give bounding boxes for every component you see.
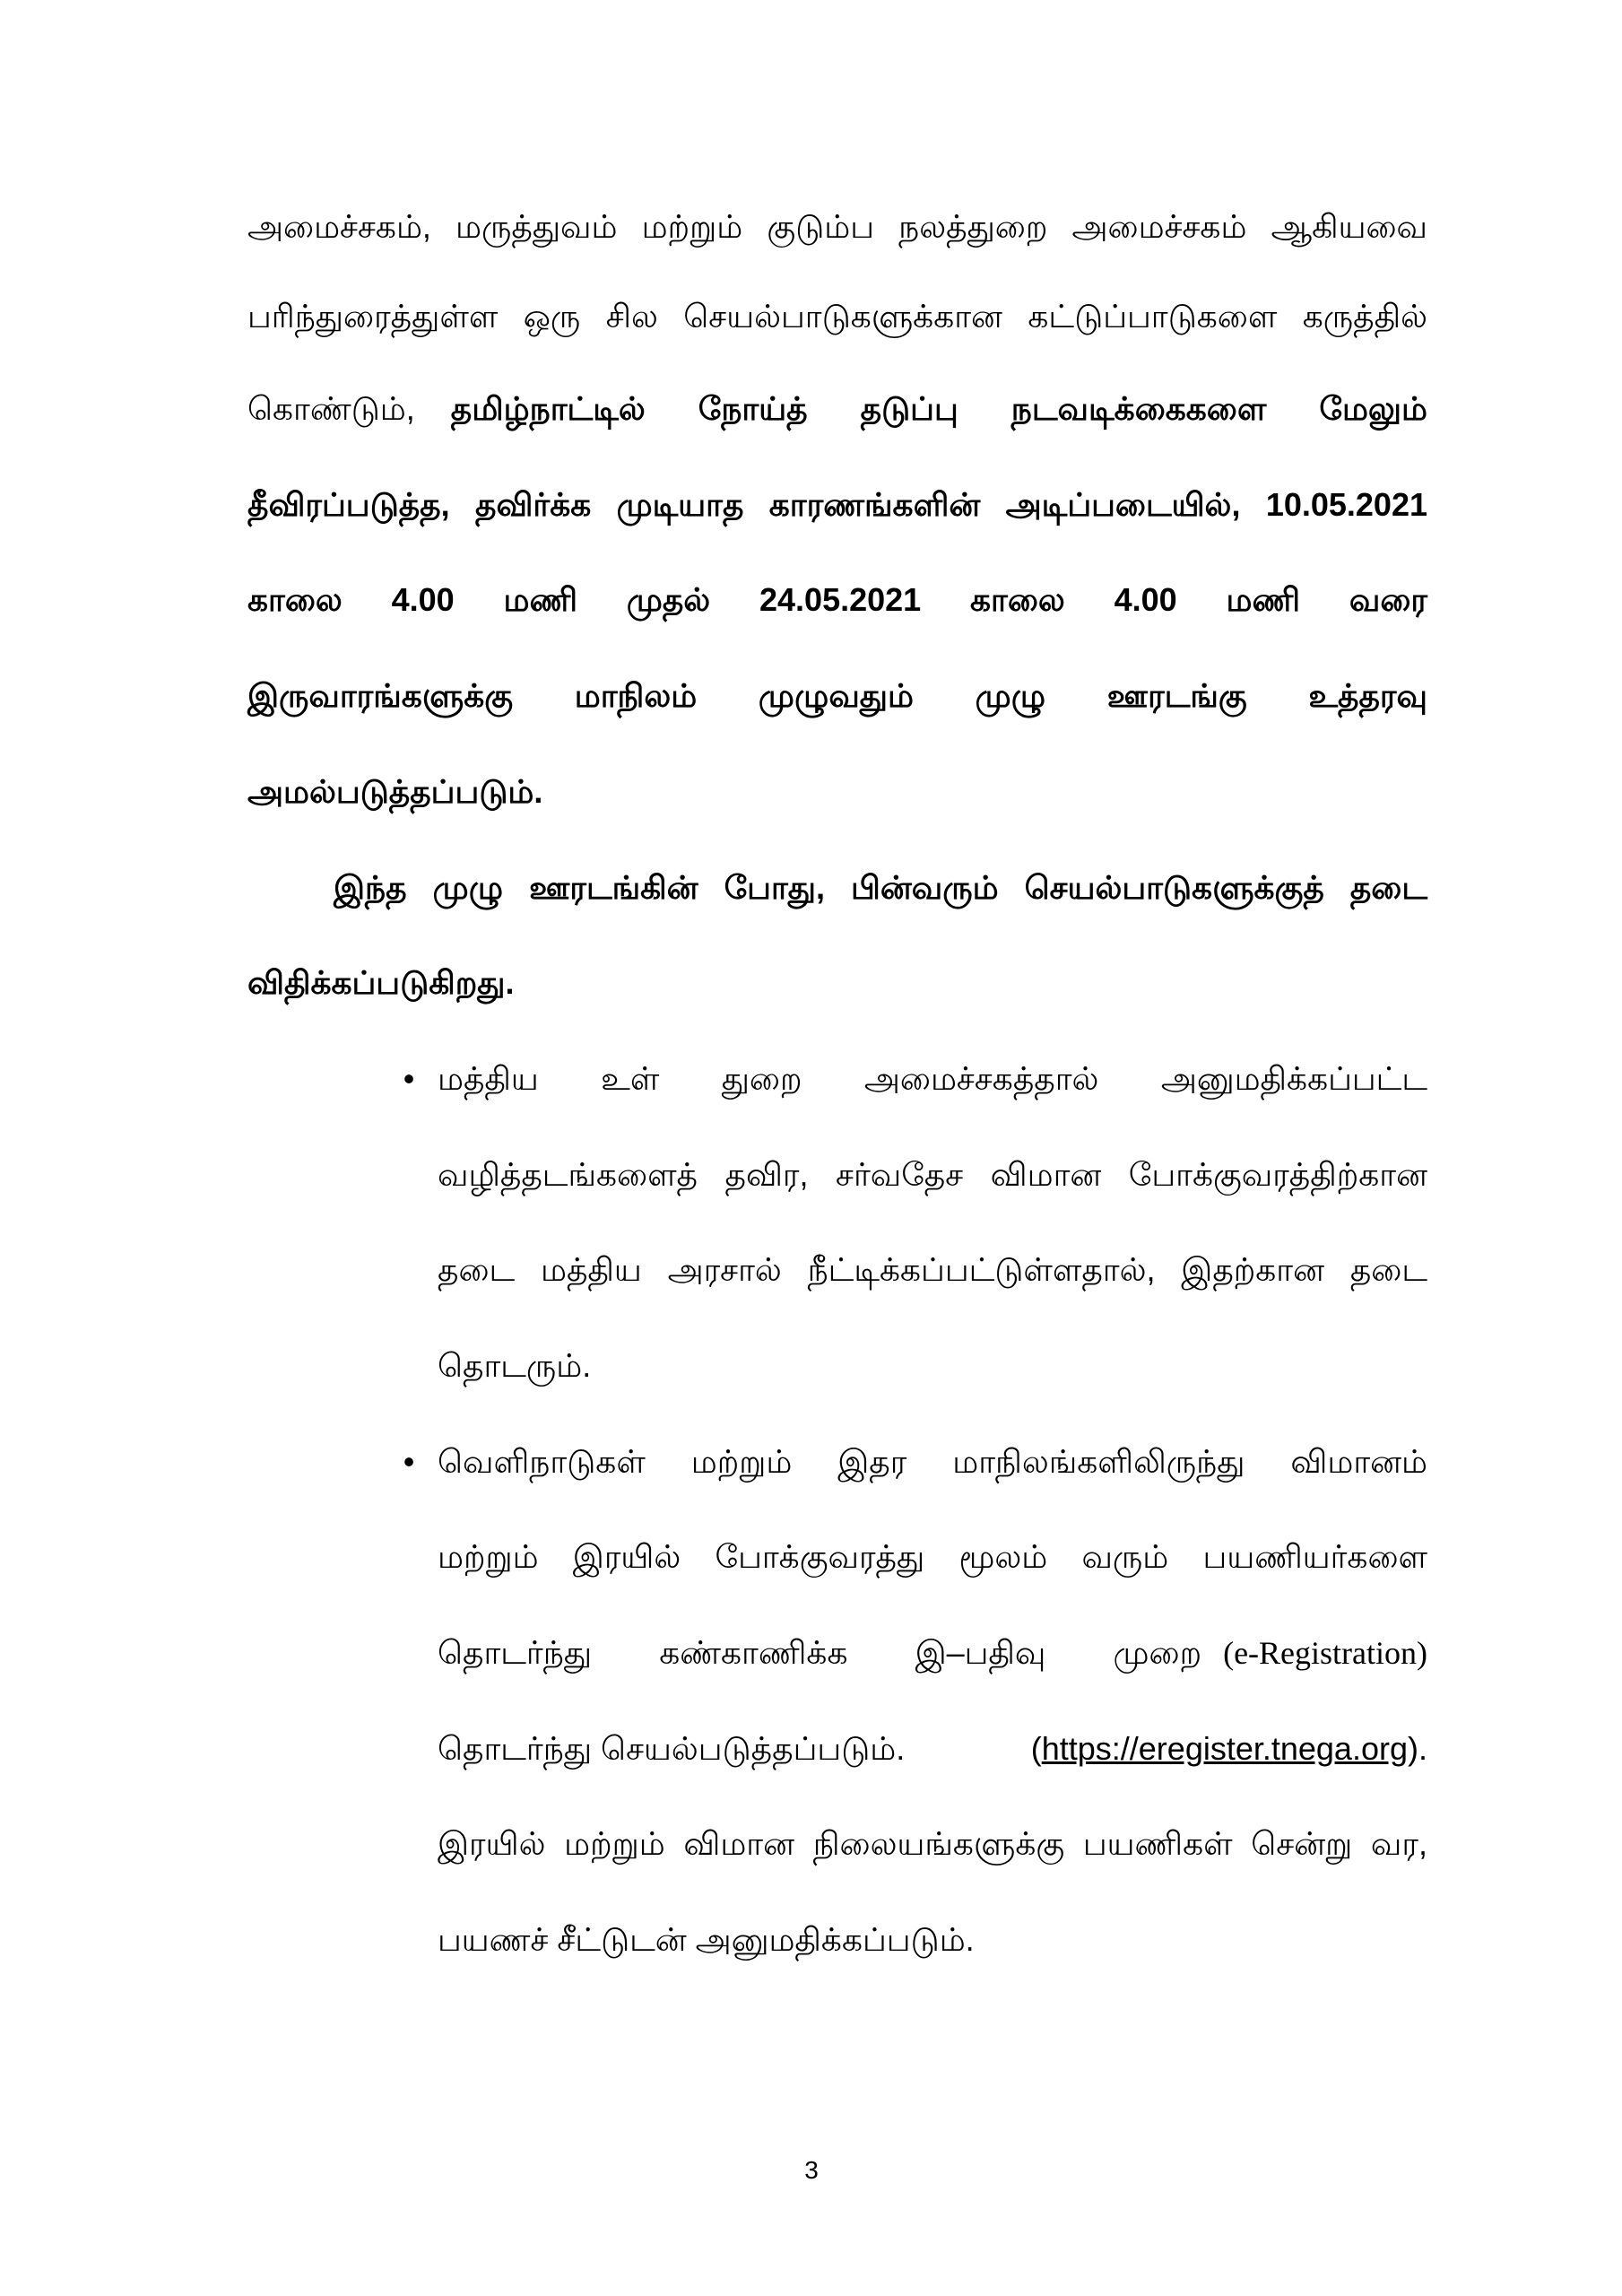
e-registration-label: (e-Registration) [1223, 1635, 1427, 1671]
paragraph-2-line-1: இந்த முழு ஊரடங்கின் போது, பின்வரும் செயல்பாடுகளுக்குத் தடை [334, 869, 1427, 906]
paragraph-1-line-3-bold: தமிழ்நாட்டில் நோய்த் தடுப்பு நடவடிக்கைகளை மேலும் [450, 390, 1427, 427]
page-number: 3 [804, 2156, 819, 2184]
paragraph-1-line-1: அமைச்சகம், மருத்துவம் மற்றும் குடும்ப நலத்துறை அமைச்சகம் ஆகியவை [247, 208, 1427, 245]
paragraph-1-line-5: காலை 4.00 மணி முதல் 24.05.2021 காலை 4.00 மணி வரை [247, 581, 1427, 618]
paragraph-1-line-3 [247, 384, 1427, 434]
paragraph-2-line-2: விதிக்கப்படுகிறது. [247, 964, 515, 1001]
bullet-2-line-6: பயணச் சீட்டுடன் அனுமதிக்கப்படும். [438, 1921, 975, 1958]
bullet-2-line-4 [438, 1724, 1427, 1774]
bullet-2-line-4-text: தொடர்ந்து செயல்படுத்தப்படும். [438, 1730, 906, 1767]
paragraph-1-line-2: பரிந்துரைத்துள்ள ஒரு சில செயல்பாடுகளுக்கான கட்டுப்பாடுகளை கருத்தில் [247, 298, 1427, 335]
eregister-link-wrapper: (https://eregister.tnega.org). [1030, 1730, 1427, 1767]
bullet-2-line-2: மற்றும் இரயில் போக்குவரத்து மூலம் வரும் பயணியர்களை [438, 1538, 1427, 1575]
bullet-2-line-5: இரயில் மற்றும் விமான நிலையங்களுக்கு பயணிகள் சென்று வர, [438, 1825, 1427, 1862]
bullet-1-line-1: மத்திய உள் துறை அமைச்சகத்தால் அனுமதிக்கப்பட்ட [438, 1060, 1427, 1097]
bullet-1-line-2: வழித்தடங்களைத் தவிர, சர்வதேச விமான போக்குவரத்திற்கான [438, 1156, 1427, 1193]
bullet-2-line-1: வெளிநாடுகள் மற்றும் இதர மாநிலங்களிலிருந்து விமானம் [438, 1443, 1427, 1480]
bullet-1-line-4: தொடரும். [438, 1347, 592, 1384]
bullet-1-marker: • [403, 1060, 415, 1097]
paragraph-1-line-3-prefix: கொண்டும், [247, 390, 415, 427]
bullet-1-line-3: தடை மத்திய அரசால் நீட்டிக்கப்பட்டுள்ளதால், இதற்கான தடை [438, 1251, 1427, 1288]
bullet-2-line-3 [438, 1628, 1427, 1678]
paragraph-1-line-4: தீவிரப்படுத்த, தவிர்க்க முடியாத காரணங்களின் அடிப்படையில், 10.05.2021 [247, 486, 1427, 523]
bullet-2-marker: • [403, 1443, 415, 1480]
eregister-link[interactable]: https://eregister.tnega.org [1041, 1730, 1408, 1767]
bullet-2-line-3-text: தொடர்ந்து கண்காணிக்க இ–பதிவு முறை [438, 1634, 1202, 1671]
paragraph-1-line-6: இருவாரங்களுக்கு மாநிலம் முழுவதும் முழு ஊரடங்கு உத்தரவு [247, 677, 1427, 714]
paragraph-1-line-7: அமல்படுத்தப்படும். [247, 773, 543, 810]
